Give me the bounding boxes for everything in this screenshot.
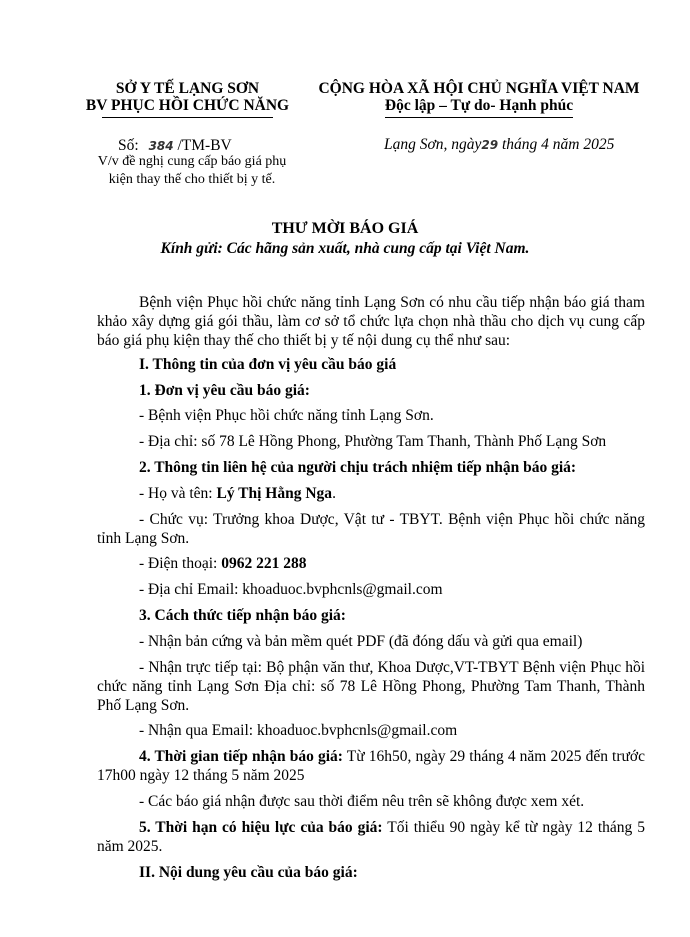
validity-period-label: 5. Thời hạn có hiệu lực của báo giá:: [139, 819, 383, 836]
contact-name: [97, 484, 645, 503]
date-day-handwritten: 29: [481, 138, 499, 152]
receive-method-a: - Nhận bản cứng và bản mềm quét PDF (đã đóng dấu và gửi qua email): [139, 633, 583, 650]
hospital-name-text: BV PHỤC HỒI CHỨC NĂNG: [85, 97, 290, 114]
validity-period: [97, 818, 645, 856]
section-2-heading: II. Nội dung yêu cầu của báo giá:: [139, 864, 358, 881]
receive-time-label: 4. Thời gian tiếp nhận báo giá:: [139, 748, 343, 765]
contact-name-value: Lý Thị Hằng Nga: [216, 485, 333, 502]
contact-position: - Chức vụ: Trưởng khoa Dược, Vật tư - TBYT. Bệnh viện Phục hồi chức năng tỉnh Lạng Sơn.: [97, 511, 645, 547]
date-prefix: Lạng Sơn, ngày: [384, 136, 482, 153]
agency-name: SỞ Y TẾ LẠNG SƠN: [115, 80, 260, 97]
intro-paragraph: Bệnh viện Phục hồi chức năng tỉnh Lạng Sơn có nhu cầu tiếp nhận báo giá tham khảo xây dựng giá gói thầu, làm cơ sở tổ chức lựa chọn nhà thầu cho dịch vụ cung cấp báo giá phụ kiện thay thế cho thiết bị y tế nội dung cụ thể như sau:: [97, 294, 645, 349]
letter-recipient: Kính gửi: Các hãng sản xuất, nhà cung cấp tại Việt Nam.: [160, 240, 530, 257]
receive-method-b: - Nhận trực tiếp tại: Bộ phận văn thư, Khoa Dược,VT-TBYT Bệnh viện Phục hồi chức năng tỉnh Lạng Sơn Địa chỉ: số 78 Lê Hồng Phong, Phường Tam Thanh, Thành Phố Lạng Sơn.: [97, 659, 645, 714]
document-date: [384, 135, 614, 155]
subject-line: [82, 153, 302, 189]
receive-time: [97, 747, 645, 785]
receive-time-note: - Các báo giá nhận được sau thời điểm nêu trên sẽ không được xem xét.: [139, 793, 585, 810]
contact-phone-label: - Điện thoại:: [139, 555, 222, 572]
section-1-1-heading: 1. Đơn vị yêu cầu báo giá:: [139, 382, 310, 399]
contact-phone: [97, 554, 645, 573]
hospital-name: [80, 97, 295, 115]
national-motto-text: Độc lập – Tự do- Hạnh phúc: [384, 97, 574, 114]
section-1-2-heading: 2. Thông tin liên hệ của người chịu trách nhiệm tiếp nhận báo giá:: [139, 459, 577, 476]
contact-email: - Địa chỉ Email: khoaduoc.bvphcnls@gmail.com: [139, 581, 443, 598]
section-1-3-heading: 3. Cách thức tiếp nhận báo giá:: [139, 607, 346, 624]
subject-line-1: V/v đề nghị cung cấp báo giá phụ: [97, 154, 287, 169]
letter-title: THƯ MỜI BÁO GIÁ: [271, 220, 419, 237]
s1-1-address: - Địa chỉ: số 78 Lê Hồng Phong, Phường Tam Thanh, Thành Phố Lạng Sơn: [139, 433, 607, 450]
national-title: CỘNG HÒA XÃ HỘI CHỦ NGHĨA VIỆT NAM: [318, 80, 640, 97]
contact-phone-value: 0962 221 288: [221, 555, 307, 572]
so-number-handwritten: 384: [148, 139, 174, 153]
contact-name-end: .: [332, 485, 336, 502]
receive-method-c: - Nhận qua Email: khoaduoc.bvphcnls@gmail.com: [139, 722, 458, 739]
s1-1-unit: - Bệnh viện Phục hồi chức năng tỉnh Lạng Sơn.: [139, 407, 434, 424]
so-suffix: /TM-BV: [177, 137, 232, 154]
validity-period-text: Tối thiểu 90 ngày kể từ ngày 12 tháng 5 năm 2025.: [97, 819, 645, 855]
contact-name-label: - Họ và tên:: [139, 485, 217, 502]
date-suffix: tháng 4 năm 2025: [501, 136, 615, 153]
section-1-heading: I. Thông tin của đơn vị yêu cầu báo giá: [139, 356, 397, 373]
so-label: Số:: [118, 137, 139, 154]
receive-time-text: Từ 16h50, ngày 29 tháng 4 năm 2025 đến trước 17h00 ngày 12 tháng 5 năm 2025: [97, 748, 645, 784]
subject-line-2: kiện thay thế cho thiết bị y tế.: [108, 172, 276, 187]
national-motto: [316, 97, 642, 115]
